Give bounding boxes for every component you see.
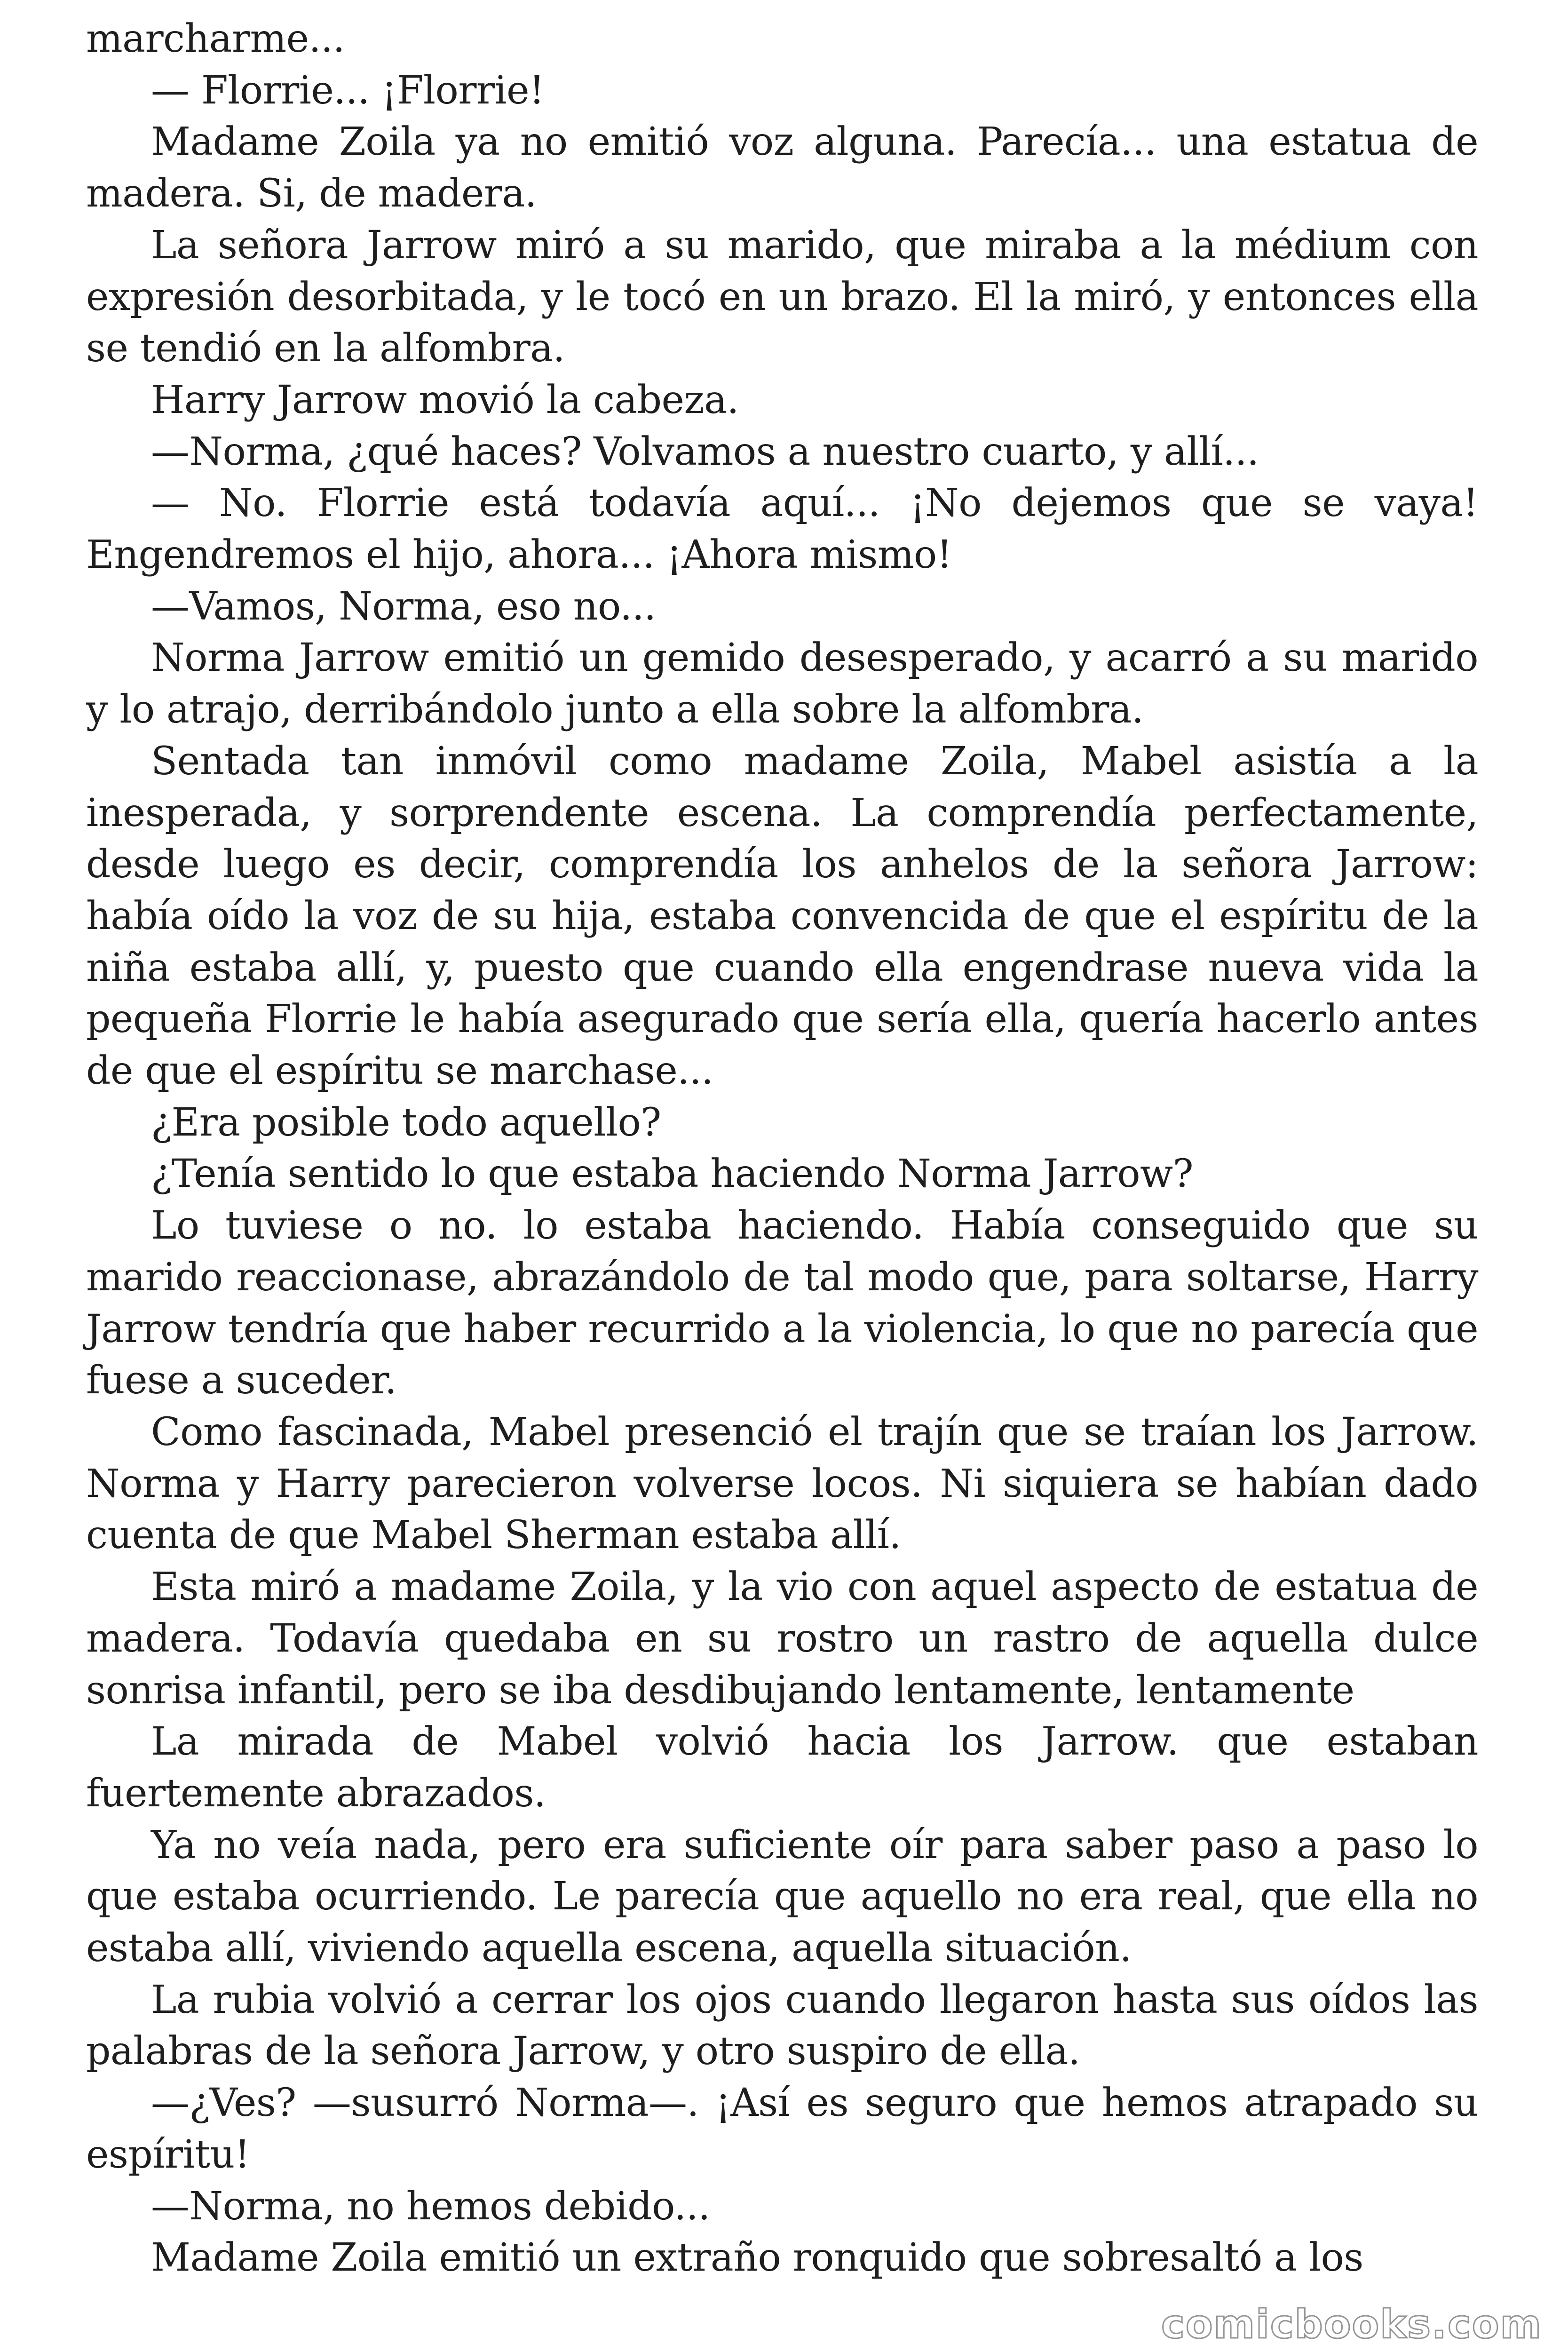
paragraph: — Florrie... ¡Florrie!: [151, 68, 545, 113]
paragraph: — No. Florrie está todavía aquí... ¡No dejemos que se vaya! Engendremos el hijo, ahora... ¡Ahora mismo!: [86, 481, 1478, 578]
paragraph: ¿Tenía sentido lo que estaba haciendo Norma Jarrow?: [151, 1152, 1193, 1197]
paragraph: La mirada de Mabel volvió hacia los Jarrow. que estaban fuertemente abrazados.: [86, 1719, 1478, 1816]
watermark-logo: comicbooks.com: [1161, 2301, 1542, 2347]
paragraph: Esta miró a madame Zoila, y la vio con aquel aspecto de estatua de madera. Todavía quedaba en su rostro un rastro de aquella dulce sonrisa infantil, pero se iba desdibujando lentamente, lentamente: [86, 1565, 1478, 1713]
paragraph: Como fascinada, Mabel presenció el trajín que se traían los Jarrow. Norma y Harry parecieron volverse locos. Ni siquiera se habían dado cuenta de que Mabel Sherman estaba allí.: [86, 1409, 1478, 1558]
paragraph: Norma Jarrow emitió un gemido desesperado, y acarró a su marido y lo atrajo, derribándolo junto a ella sobre la alfombra.: [86, 636, 1478, 732]
paragraph: Lo tuviese o no. lo estaba haciendo. Había conseguido que su marido reaccionase, abrazándolo de tal modo que, para soltarse, Harry Jarrow tendría que haber recurrido a la violencia, lo que no parecía que fuese a suceder.: [86, 1203, 1478, 1403]
paragraph: Madame Zoila ya no emitió voz alguna. Parecía... una estatua de madera. Si, de madera.: [86, 119, 1478, 216]
paragraph: marcharme...: [86, 16, 345, 61]
paragraph: Ya no veía nada, pero era suficiente oír para saber paso a paso lo que estaba ocurriendo. Le parecía que aquello no era real, que ella no estaba allí, viviendo aquella escena, aquella situación.: [86, 1822, 1478, 1971]
paragraph: Harry Jarrow movió la cabeza.: [151, 377, 739, 422]
book-page-text: [86, 13, 1478, 2284]
paragraph: Madame Zoila emitió un extraño ronquido que sobresaltó a los: [151, 2235, 1363, 2280]
paragraph: —Vamos, Norma, eso no...: [151, 584, 656, 629]
paragraph: La rubia volvió a cerrar los ojos cuando llegaron hasta sus oídos las palabras de la señora Jarrow, y otro suspiro de ella.: [86, 1977, 1478, 2074]
paragraph: La señora Jarrow miró a su marido, que miraba a la médium con expresión desorbitada, y le tocó en un brazo. El la miró, y entonces ella se tendió en la alfombra.: [86, 222, 1478, 371]
paragraph: —¿Ves? —susurró Norma—. ¡Así es seguro que hemos atrapado su espíritu!: [86, 2081, 1478, 2177]
paragraph: —Norma, no hemos debido...: [151, 2184, 710, 2229]
paragraph: Sentada tan inmóvil como madame Zoila, Mabel asistía a la inesperada, y sorprendente escena. La comprendía perfectamente, desde luego es decir, comprendía los anhelos de la señora Jarrow: había oído la voz de su hija, estaba convencida de que el espíritu de la niña estaba allí, y, puesto que cuando ella engendrase nueva vida la pequeña Florrie le había asegurado que sería ella, quería hacerlo antes de que el espíritu se marchase...: [86, 739, 1478, 1094]
paragraph: —Norma, ¿qué haces? Volvamos a nuestro cuarto, y allí...: [151, 429, 1259, 474]
paragraph: ¿Era posible todo aquello?: [151, 1100, 661, 1145]
